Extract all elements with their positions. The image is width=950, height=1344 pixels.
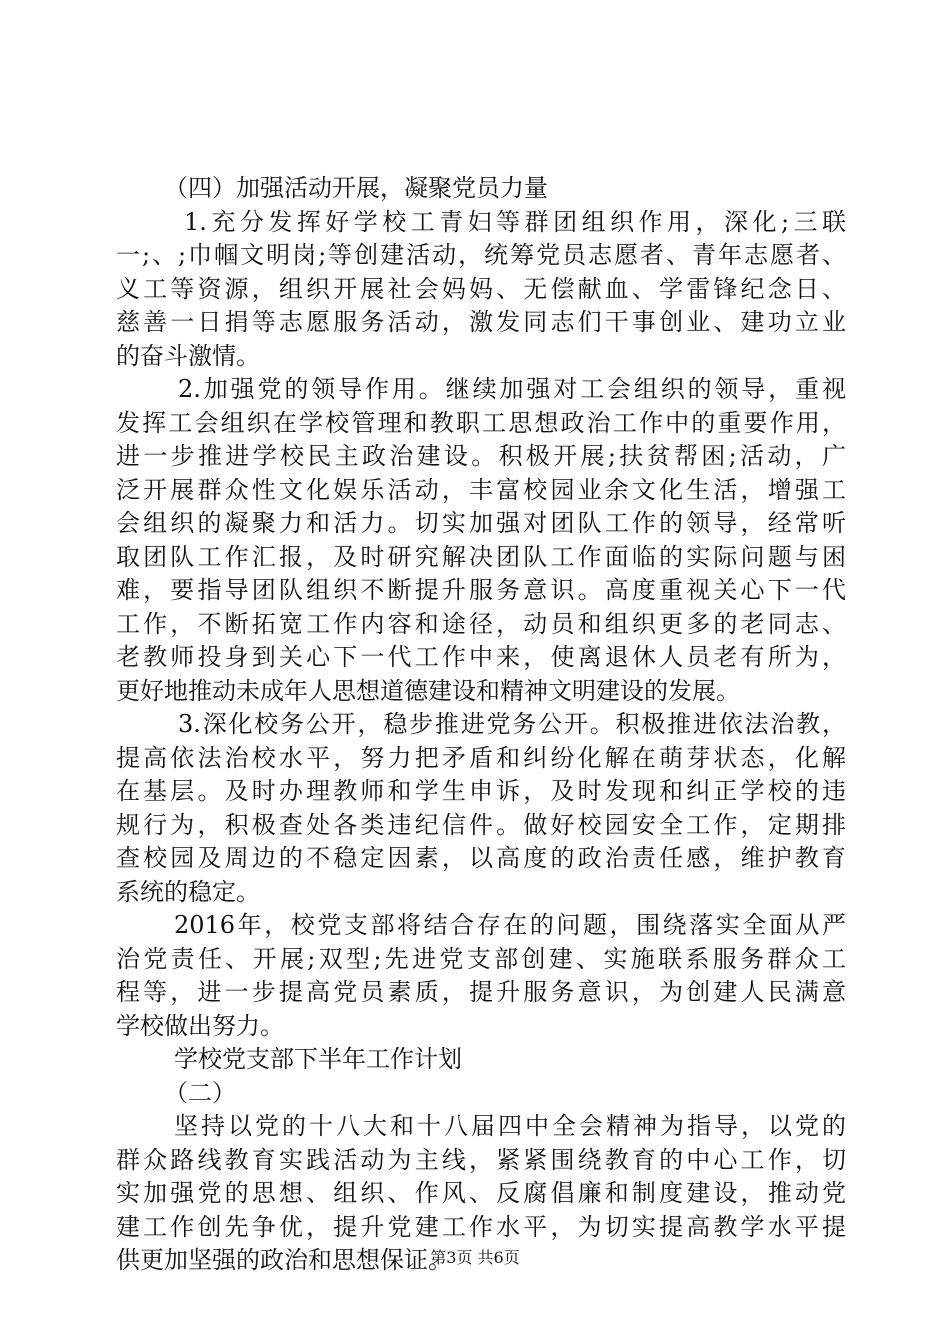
text-line: 泛开展群众性文化娱乐活动，丰富校园业余文化生活，增强工 [116,475,846,504]
text-line: 的奋斗激情。 [116,341,260,370]
text-line: 慈善一日捐等志愿服务活动，激发同志们干事创业、建功立业 [116,308,846,336]
text-line: 一;、;巾帼文明岗;等创建活动，统筹党员志愿者、青年志愿者、 [116,241,846,269]
text-line: 群众路线教育实践活动为主线，紧紧围绕教育的中心工作，切 [116,1145,846,1174]
text-line: 学校做出努力。 [116,1011,284,1040]
text-line: 治党责任、开展;双型;先进党支部创建、实施联系服务群众工 [116,944,846,973]
text-line: 系统的稳定。 [116,877,260,906]
document-body [116,172,846,1278]
text-line: 2.加强党的领导作用。继续加强对工会组织的领导，重视 [178,375,846,403]
text-line: 规行为，积极查处各类违纪信件。做好校园安全工作，定期排 [116,810,846,839]
text-line: 会组织的凝聚力和活力。切实加强对团队工作的领导，经常听 [116,509,846,537]
text-line: 发挥工会组织在学校管理和教职工思想政治工作中的重要作用， [116,408,846,437]
page-footer: 第3页 共6页 [430,1248,520,1267]
text-line: 工作，不断拓宽工作内容和途径，动员和组织更多的老同志、 [116,609,846,638]
text-line: 在基层。及时办理教师和学生申诉，及时发现和纠正学校的违 [116,777,846,805]
text-line: 2016年，校党支部将结合存在的问题，围绕落实全面从严 [174,911,846,939]
text-line: 学校党支部下半年工作计划 [174,1045,462,1073]
text-line: （二） [164,1078,236,1107]
text-line: 取团队工作汇报，及时研究解决团队工作面临的实际问题与困 [116,542,846,571]
text-line: （四）加强活动开展，凝聚党员力量 [164,174,548,202]
text-line: 3.深化校务公开，稳步推进党务公开。积极推进依法治教， [178,710,846,738]
text-line: 更好地推动未成年人思想道德建设和精神文明建设的发展。 [116,676,740,705]
text-line: 进一步推进学校民主政治建设。积极开展;扶贫帮困;活动，广 [116,442,846,470]
text-line: 老教师投身到关心下一代工作中来，使离退休人员老有所为， [116,643,846,671]
text-line: 1.充分发挥好学校工青妇等群团组织作用，深化;三联 [184,207,846,236]
text-line: 实加强党的思想、组织、作风、反腐倡廉和制度建设，推动党 [116,1179,846,1207]
text-line: 义工等资源，组织开展社会妈妈、无偿献血、学雷锋纪念日、 [116,274,846,303]
text-line: 建工作创先争优，提升党建工作水平，为切实提高教学水平提 [116,1212,846,1241]
text-line: 查校园及周边的不稳定因素，以高度的政治责任感，维护教育 [116,844,846,872]
text-line: 供更加坚强的政治和思想保证。 [116,1246,452,1274]
text-line: 程等，进一步提高党员素质，提升服务意识，为创建人民满意 [116,978,846,1006]
text-line: 难，要指导团队组织不断提升服务意识。高度重视关心下一代 [116,576,846,604]
text-line: 提高依法治校水平，努力把矛盾和纠纷化解在萌芽状态，化解 [116,743,846,772]
text-line: 坚持以党的十八大和十八届四中全会精神为指导，以党的 [174,1112,846,1140]
